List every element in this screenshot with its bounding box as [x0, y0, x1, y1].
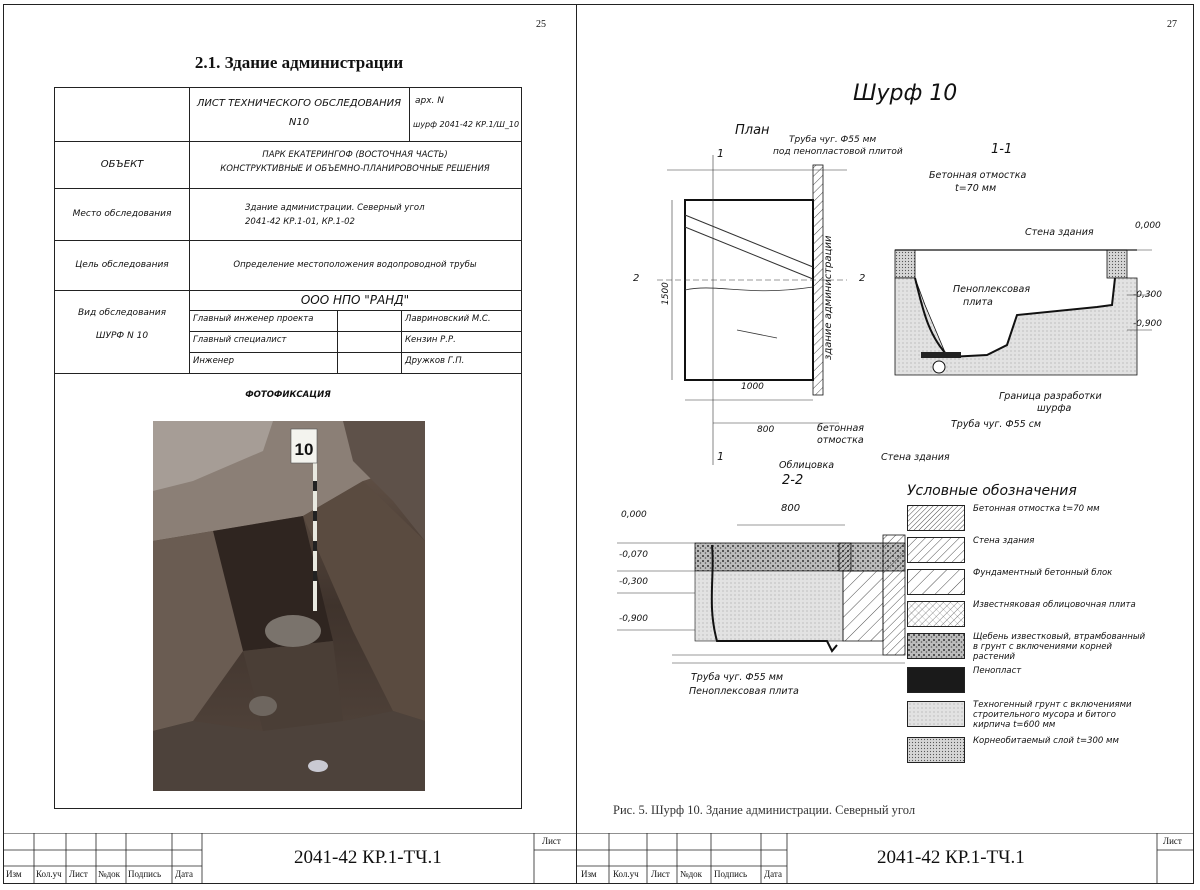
plan-wall-label: здание администрации [823, 235, 834, 360]
plan-cut-2-left: 2 [633, 273, 640, 284]
staff-role-2: Главный специалист [193, 335, 287, 345]
legend-label: Щебень известковый, втрамбованный в грунт с включениями корней растений [973, 632, 1146, 662]
legend-swatch [907, 569, 965, 595]
stamp-header: Лист [69, 869, 88, 879]
s22-pipe-label: Труба чуг. Ф55 мм [691, 672, 784, 683]
staff-role-1: Главный инженер проекта [193, 314, 314, 324]
legend-swatch [907, 505, 965, 531]
legend-swatch [907, 633, 965, 659]
stamp-sheet-label: Лист [542, 836, 561, 846]
photo-label: ФОТОФИКСАЦИЯ [245, 390, 331, 400]
plan-dim-1500: 1500 [661, 282, 671, 305]
left-page [3, 4, 595, 884]
title-block [577, 833, 1193, 883]
title-block [4, 833, 594, 883]
object-line1: ПАРК ЕКАТЕРИНГОФ (ВОСТОЧНАЯ ЧАСТЬ) [262, 150, 448, 160]
arch-value: шурф 2041-42 КР.1/Ш_10 [413, 120, 520, 129]
legend-label: Техногенный грунт с включениями строительного мусора и битого кирпича t=600 мм [973, 700, 1132, 730]
plan-concrete-line2: отмостка [817, 435, 864, 446]
legend-swatch [907, 667, 965, 693]
staff-name-3: Дружков Г.П. [405, 356, 465, 366]
stamp-header: Подпись [714, 869, 748, 879]
organization: ООО НПО "РАНД" [300, 293, 410, 307]
sheet-title-line1: ЛИСТ ТЕХНИЧЕСКОГО ОБСЛЕДОВАНИЯ [196, 98, 402, 109]
s11-border-line2: шурфа [1037, 403, 1072, 414]
stamp-header: Кол.уч [36, 869, 62, 879]
document-number: 2041-42 КР.1-ТЧ.1 [877, 847, 1025, 868]
s11-border-line1: Граница разработки [999, 391, 1102, 402]
page-number: 25 [536, 19, 546, 30]
stamp-header: Изм [581, 869, 597, 879]
plan-pipe-line2: под пенопластовой плитой [773, 147, 903, 157]
kind-label: Вид обследования [77, 308, 167, 318]
object-label: ОБЪЕКТ [100, 159, 144, 170]
arch-label: арх. N [415, 96, 445, 106]
legend-swatch [907, 601, 965, 627]
kind-value: ШУРФ N 10 [95, 331, 149, 341]
s22-mark-300: -0,300 [619, 577, 649, 587]
stamp-sheet-label: Лист [1163, 836, 1182, 846]
figure-caption: Рис. 5. Шурф 10. Здание администрации. Северный угол [613, 803, 916, 817]
section-1-1-label: 1-1 [991, 142, 1013, 157]
stamp-header: Подпись [128, 869, 162, 879]
plan-concrete-line1: бетонная [817, 423, 865, 434]
stamp-header: Кол.уч [613, 869, 639, 879]
s22-cladding-label: Облицовка [779, 460, 835, 471]
legend-label: Известняковая облицовочная плита [973, 600, 1136, 610]
goal-label: Цель обследования [75, 260, 169, 270]
legend-label: Корнеобитаемый слой t=300 мм [973, 736, 1119, 746]
pit-photo [153, 421, 425, 791]
s11-concrete-line1: Бетонная отмостка [929, 170, 1027, 181]
staff-name-2: Кензин Р.Р. [405, 335, 456, 345]
plan-cut-1-top: 1 [717, 147, 724, 160]
s11-penoplex-line2: плита [963, 297, 993, 308]
s22-penoplex-label: Пеноплексовая плита [689, 686, 799, 697]
legend-title: Условные обозначения [907, 483, 1077, 499]
legend-label: Фундаментный бетонный блок [973, 568, 1113, 578]
legend-swatch [907, 701, 965, 727]
s22-dim-800: 800 [781, 503, 801, 514]
page-number: 27 [1167, 19, 1177, 30]
s11-concrete-line2: t=70 мм [955, 183, 997, 194]
s22-mark-0: 0,000 [621, 510, 647, 520]
stamp-header: №док [98, 869, 121, 879]
photo-sign-number: 10 [294, 440, 314, 459]
s22-wall-label: Стена здания [881, 452, 950, 463]
s11-wall-label: Стена здания [1025, 227, 1094, 238]
s11-mark-900: -0,900 [1133, 319, 1163, 329]
legend-label: Пенопласт [973, 666, 1022, 676]
legend-label: Стена здания [973, 536, 1035, 546]
s11-penoplex-line1: Пеноплексовая [953, 284, 1031, 295]
object-line2: КОНСТРУКТИВНЫЕ И ОБЪЕМНО-ПЛАНИРОВОЧНЫЕ РЕШЕНИЯ [220, 164, 490, 174]
legend-swatch [907, 737, 965, 763]
plan-cut-2-right: 2 [859, 273, 866, 284]
plan-dim-1000: 1000 [741, 382, 764, 392]
drawing-title: Шурф 10 [853, 81, 958, 106]
s22-mark-900: -0,900 [619, 614, 649, 624]
section-2-2-label: 2-2 [782, 473, 804, 488]
sheet-title-line2: N10 [288, 117, 310, 128]
plan-cut-1-bottom: 1 [717, 450, 724, 463]
staff-name-1: Лавриновский М.С. [405, 314, 491, 324]
goal-value: Определение местоположения водопроводной трубы [233, 260, 477, 270]
s11-mark-0: 0,000 [1135, 221, 1161, 231]
place-label: Место обследования [72, 209, 172, 219]
s11-mark-300: -0,300 [1133, 290, 1163, 300]
plan-dim-800: 800 [757, 425, 775, 435]
place-line2: 2041-42 КР.1-01, КР.1-02 [245, 217, 355, 227]
plan-pipe-line1: Труба чуг. Ф55 мм [789, 135, 877, 145]
place-line1: Здание администрации. Северный угол [245, 203, 425, 213]
right-page [576, 4, 1194, 884]
inspection-sheet [54, 87, 522, 809]
stamp-header: Дата [175, 869, 193, 879]
legend-swatch [907, 537, 965, 563]
stamp-header: Изм [6, 869, 22, 879]
section-title: 2.1. Здание администрации [194, 53, 404, 72]
stamp-header: Лист [651, 869, 670, 879]
legend-label: Бетонная отмостка t=70 мм [973, 504, 1100, 514]
document-number: 2041-42 КР.1-ТЧ.1 [294, 847, 442, 868]
s22-mark-70: -0,070 [619, 550, 649, 560]
staff-role-3: Инженер [193, 356, 234, 366]
s11-pipe-label: Труба чуг. Ф55 см [951, 419, 1042, 430]
stamp-header: Дата [764, 869, 782, 879]
plan-label: План [735, 123, 770, 138]
stamp-header: №док [680, 869, 703, 879]
